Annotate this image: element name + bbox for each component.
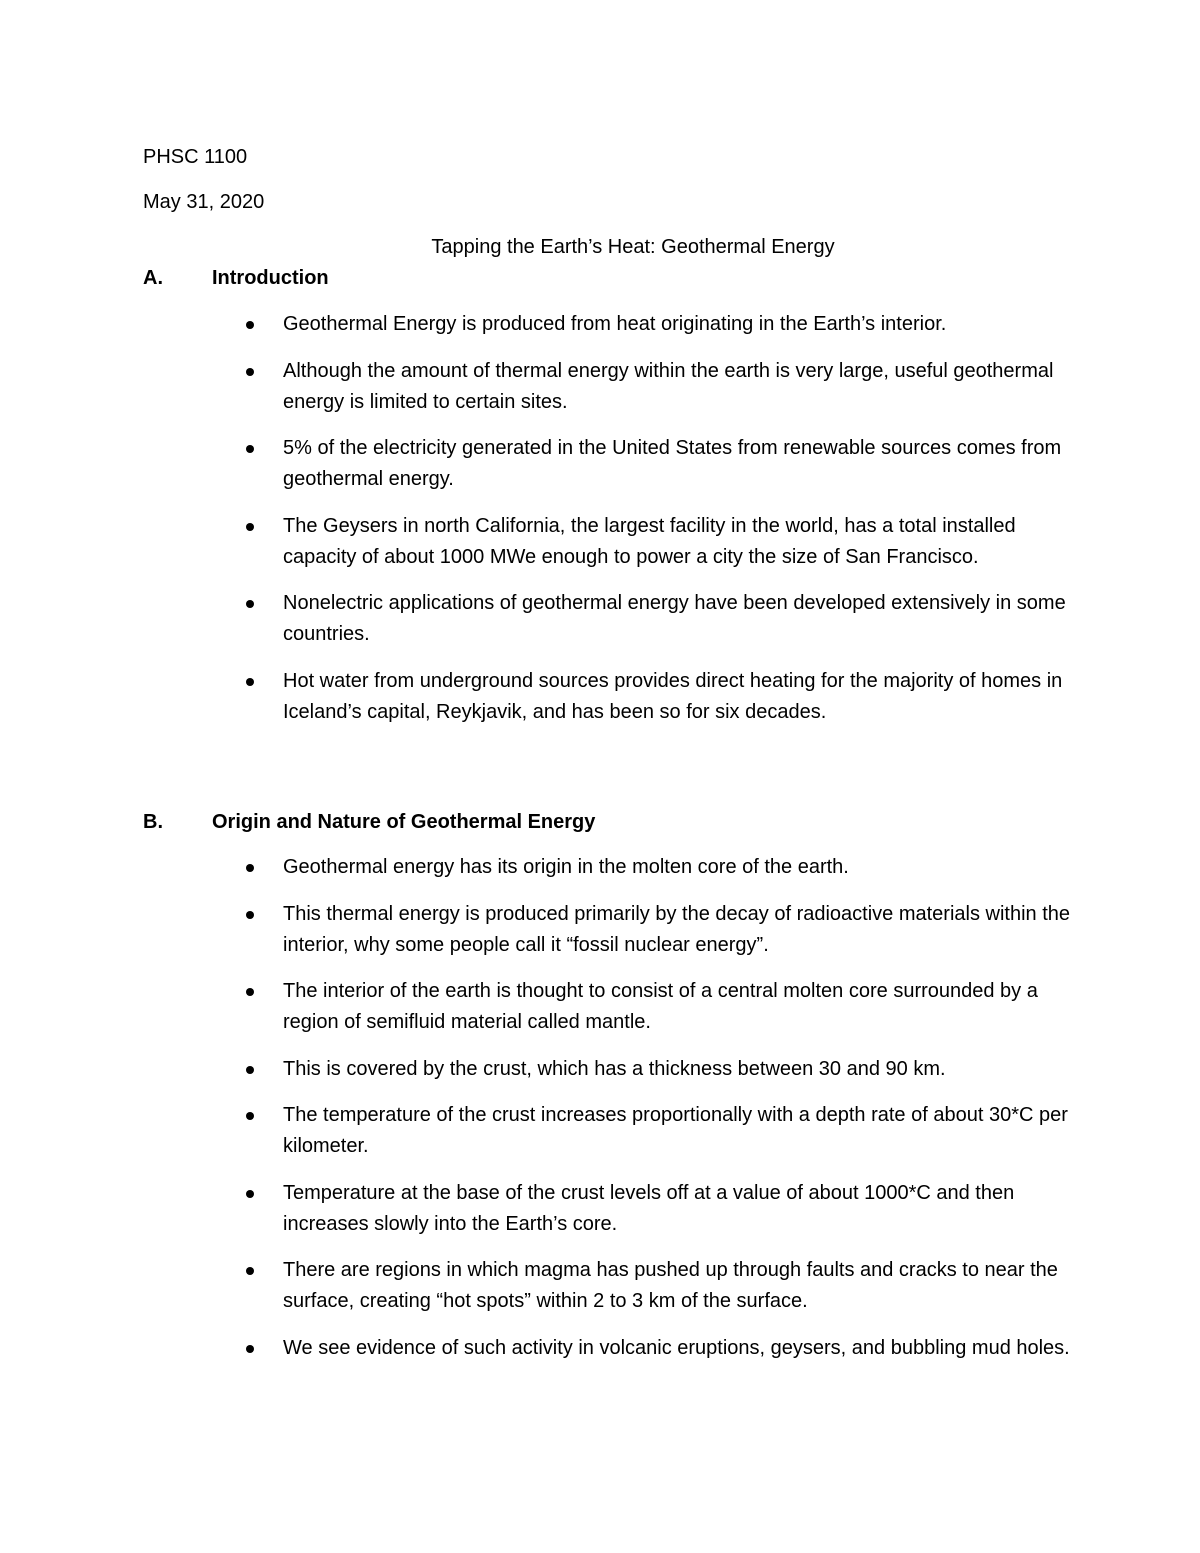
bullet-text: Temperature at the base of the crust levels off at a value of about 1000*C and then increases slowly into the Earth’s core. xyxy=(283,1181,1015,1235)
introduction-bullet-list xyxy=(243,309,1073,743)
list-item xyxy=(243,511,1073,573)
document-date: May 31, 2020 xyxy=(143,191,265,213)
list-item xyxy=(243,1100,1073,1162)
list-item xyxy=(243,1255,1073,1317)
bullet-text: Geothermal Energy is produced from heat originating in the Earth’s interior. xyxy=(283,313,947,335)
bullet-text: Although the amount of thermal energy within the earth is very large, useful geothermal energy is limited to certain sites. xyxy=(283,359,1054,413)
bullet-icon xyxy=(246,1066,254,1074)
list-item xyxy=(243,588,1073,650)
section-letter: B. xyxy=(143,811,163,833)
bullet-icon xyxy=(246,600,254,608)
bullet-text: 5% of the electricity generated in the United States from renewable sources comes from geothermal energy. xyxy=(283,437,1062,490)
list-item xyxy=(243,976,1073,1038)
bullet-icon xyxy=(246,1345,254,1353)
section-heading-origin xyxy=(143,807,595,838)
list-item xyxy=(243,666,1073,728)
section-title: Introduction xyxy=(212,267,329,289)
bullet-text: The Geysers in north California, the largest facility in the world, has a total installed capacity of about 1000 MWe enough to power a city the size of San Francisco. xyxy=(283,514,1016,568)
origin-bullet-list xyxy=(243,852,1073,1379)
bullet-text: Hot water from underground sources provides direct heating for the majority of homes in Iceland’s capital, Reykjavik, and has been so for six decades. xyxy=(283,669,1063,723)
bullet-icon xyxy=(246,445,254,453)
list-item xyxy=(243,899,1073,961)
bullet-icon xyxy=(246,1267,254,1275)
bullet-icon xyxy=(246,864,254,872)
bullet-text: This thermal energy is produced primarily by the decay of radioactive materials within the interior, why some people call it “fossil nuclear energy”. xyxy=(283,902,1071,956)
section-letter: A. xyxy=(143,267,163,289)
bullet-icon xyxy=(246,321,254,329)
list-item xyxy=(243,356,1073,418)
bullet-text: The interior of the earth is thought to consist of a central molten core surrounded by a region of semifluid material called mantle. xyxy=(283,980,1038,1033)
bullet-icon xyxy=(246,368,254,376)
bullet-text: The temperature of the crust increases proportionally with a depth rate of about 30*C per kilometer. xyxy=(283,1104,1068,1157)
section-heading-introduction xyxy=(143,263,329,294)
course-code: PHSC 1100 xyxy=(143,146,248,168)
bullet-icon xyxy=(246,911,254,919)
bullet-icon xyxy=(246,678,254,686)
bullet-icon xyxy=(246,1112,254,1120)
section-title: Origin and Nature of Geothermal Energy xyxy=(212,811,596,833)
list-item xyxy=(243,852,1073,883)
list-item xyxy=(243,1333,1073,1364)
list-item xyxy=(243,309,1073,340)
list-item xyxy=(243,1054,1073,1085)
bullet-text: We see evidence of such activity in volcanic eruptions, geysers, and bubbling mud holes. xyxy=(283,1336,1070,1359)
list-item xyxy=(243,1178,1073,1240)
bullet-text: Geothermal energy has its origin in the molten core of the earth. xyxy=(283,856,849,878)
bullet-text: This is covered by the crust, which has a thickness between 30 and 90 km. xyxy=(283,1057,946,1080)
document-title: Tapping the Earth’s Heat: Geothermal Energy xyxy=(431,236,835,258)
bullet-text: Nonelectric applications of geothermal energy have been developed extensively in some countries. xyxy=(283,592,1066,645)
bullet-icon xyxy=(246,988,254,996)
list-item xyxy=(243,433,1073,495)
bullet-icon xyxy=(246,523,254,531)
bullet-icon xyxy=(246,1190,254,1198)
bullet-text: There are regions in which magma has pushed up through faults and cracks to near the surface, creating “hot spots” within 2 to 3 km of the surface. xyxy=(283,1259,1058,1312)
